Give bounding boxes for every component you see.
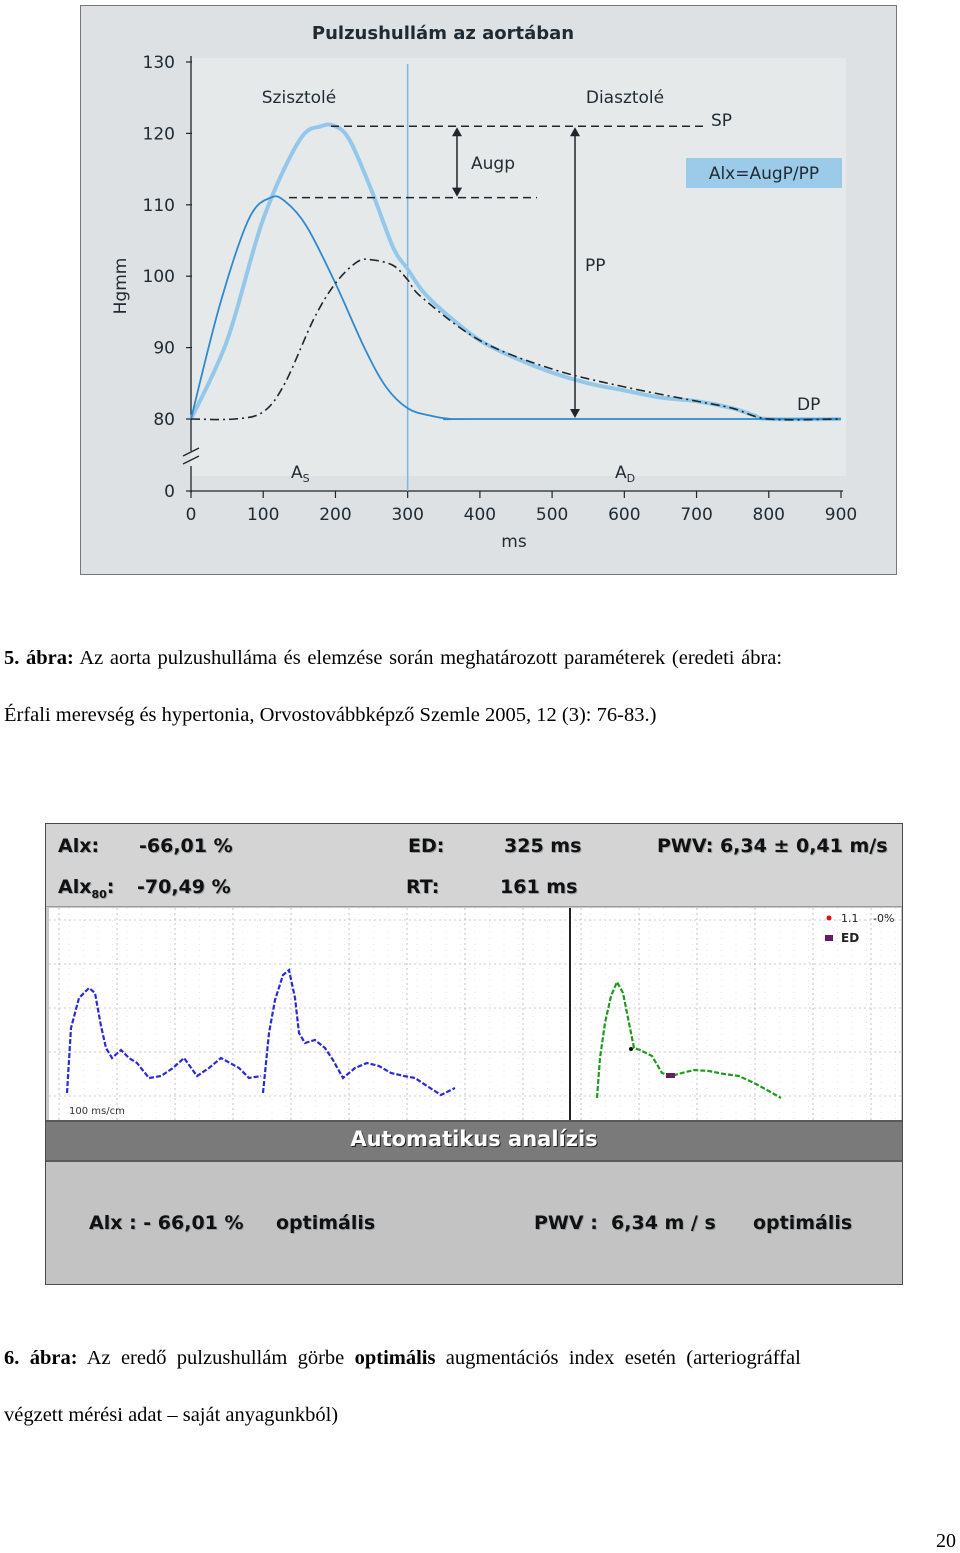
ed-label: ED:	[408, 835, 445, 857]
x-tick-label: 200	[319, 505, 352, 525]
measurement-header	[46, 824, 902, 907]
systole-label: Szisztolé	[261, 88, 337, 108]
figure-6-caption-line1	[4, 1348, 960, 1369]
figure-6-caption-line2: végzett mérési adat – saját anyagunkból)	[4, 1404, 339, 1426]
waveform-grid	[49, 908, 901, 1120]
aix-value: -66,01 %	[139, 835, 233, 857]
pulse-wave-svg	[81, 6, 896, 574]
y-tick-label: 110	[142, 195, 175, 216]
dp-label: DP	[797, 395, 821, 415]
x-tick-label: 400	[463, 505, 497, 525]
analysis-bar-title: Automatikus analízis	[350, 1127, 598, 1151]
aix-label: Alx:	[58, 835, 100, 857]
x-tick-label: 700	[680, 505, 713, 525]
figure-6-arteriograph-screen	[45, 823, 903, 1285]
sp-label: SP	[711, 111, 733, 131]
legend-item-1-extra: -0%	[873, 912, 895, 925]
legend-item-2: ED	[841, 931, 860, 945]
green-waveform	[597, 982, 781, 1098]
figure-6-caption-bold: optimális	[354, 1347, 436, 1369]
result-aix: Alx : - 66,01 %	[89, 1212, 244, 1234]
result-aix-status: optimális	[276, 1212, 376, 1234]
x-tick-label: 900	[824, 505, 858, 525]
result-pwv: PWV : 6,34 m / s	[534, 1212, 716, 1234]
y-tick-label: 120	[142, 124, 175, 145]
waveforms	[67, 970, 781, 1098]
augp-label: Augp	[471, 154, 515, 174]
x-tick-label: 800	[752, 505, 786, 525]
x-tick-label: 100	[246, 505, 280, 525]
aix80-value: -70,49 %	[137, 876, 231, 898]
ad-label: $A_D$	[615, 463, 636, 485]
pp-label: PP	[585, 256, 606, 276]
x-tick-label: 500	[535, 505, 569, 525]
y-tick-label: 80	[153, 410, 175, 430]
figure-5-pulse-wave-chart	[80, 5, 897, 575]
time-scale-note: 100 ms/cm	[69, 1106, 125, 1117]
figure-6-caption-text-1: Az eredő pulzushullám görbe	[77, 1347, 355, 1369]
page-number: 20	[936, 1530, 956, 1552]
x-tick-label: 600	[608, 505, 641, 525]
ed-marker	[666, 1073, 675, 1078]
analysis-results	[46, 1162, 902, 1284]
figure-5-caption-line1	[4, 648, 960, 669]
pwv-header-value: PWV: 6,34 ± 0,41 m/s	[657, 835, 888, 857]
analysis-bar	[46, 1120, 902, 1162]
waveform-svg	[49, 908, 901, 1120]
waveform-legend	[825, 912, 894, 945]
rt-label: RT:	[406, 876, 440, 898]
legend-item-1: 1.1	[841, 912, 859, 925]
chart-title: Pulzushullám az aortában	[311, 23, 575, 44]
x-tick-label: 300	[391, 505, 424, 525]
aix-formula-label: Alx=AugP/PP	[708, 164, 820, 184]
figure-5-caption-text: Az aorta pulzushulláma és elemzése során meghatározott paraméterek (eredeti ábra:	[73, 647, 783, 669]
aix80-label: Alx$_{80}$:	[58, 876, 115, 901]
y-tick-label: 90	[153, 338, 175, 359]
x-tick-label: 0	[185, 505, 197, 525]
figure-6-caption-text-2: augmentációs index esetén (arteriográffal	[435, 1347, 801, 1369]
x-axis-label: ms	[501, 532, 527, 552]
ed-value: 325 ms	[504, 835, 582, 857]
legend-marker-2	[825, 935, 833, 941]
legend-marker-1	[827, 916, 832, 921]
y-tick-label: 0	[164, 482, 175, 502]
figure-5-caption-line2: Érfali merevség és hypertonia, Orvostovábbképző Szemle 2005, 12 (3): 76-83.)	[4, 704, 657, 726]
result-pwv-status: optimális	[753, 1212, 853, 1234]
figure-5-label: 5. ábra:	[4, 647, 74, 669]
inflection-marker	[629, 1047, 633, 1051]
diastole-label: Diasztolé	[585, 88, 665, 108]
rt-value: 161 ms	[500, 876, 578, 898]
y-tick-label: 100	[142, 267, 175, 288]
y-axis-label: Hgmm	[111, 257, 131, 315]
figure-6-label: 6. ábra:	[4, 1347, 78, 1369]
waveform-plot	[49, 908, 901, 1120]
as-label: $A_S$	[291, 463, 310, 485]
blue-waveform-1	[67, 988, 261, 1093]
y-tick-label: 130	[142, 53, 175, 73]
